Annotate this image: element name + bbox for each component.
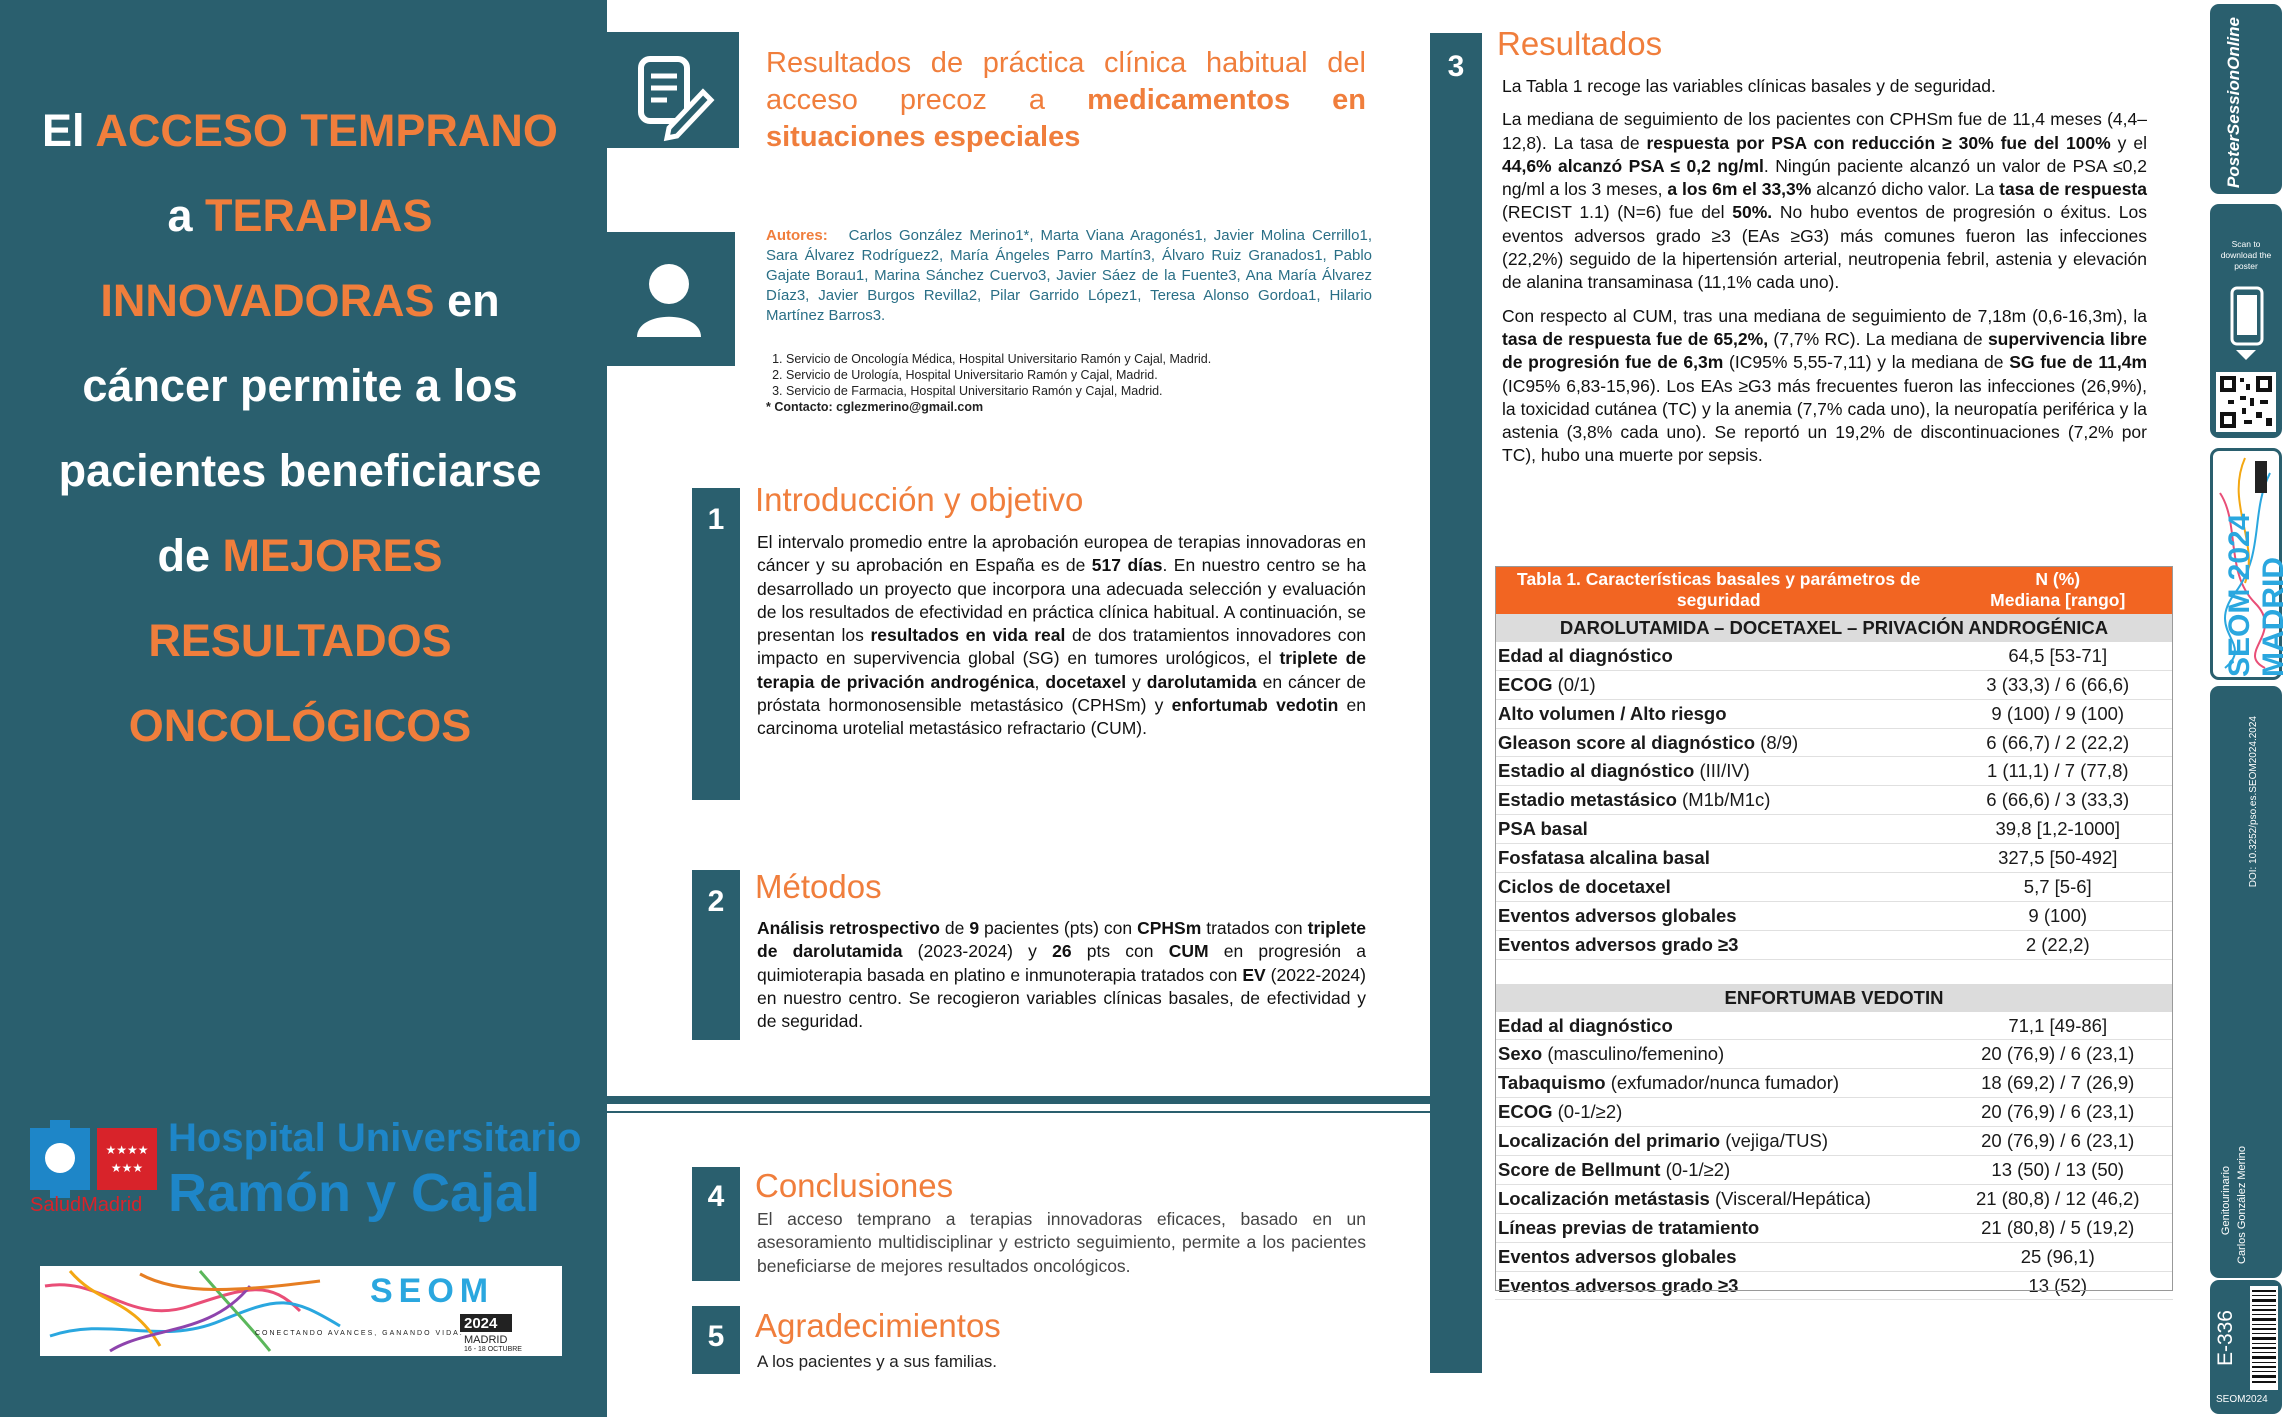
table-band-enfortumab-label: ENFORTUMAB VEDOTIN — [1495, 984, 2173, 1012]
seom-year: 2024 — [464, 1315, 498, 1332]
row-label-note: (vejiga/TUS) — [1720, 1130, 1829, 1152]
results-paragraph-1: La Tabla 1 recoge las variables clínicas basales y de seguridad. — [1502, 76, 1996, 96]
row-label-bold: Fosfatasa alcalina basal — [1498, 847, 1710, 869]
salud-madrid-label: SaludMadrid — [30, 1194, 143, 1216]
hospital-logo — [25, 1118, 590, 1228]
row-label — [1495, 1012, 1942, 1040]
row-label-note: (0-1/≥2) — [1552, 1101, 1623, 1123]
document-edit-icon — [607, 32, 739, 148]
poster-title: Resultados de práctica clínica habitual del acceso precoz a medicamentos en situaciones especiales — [766, 47, 1366, 153]
table-row — [1495, 757, 2173, 786]
row-value: 6 (66,7) / 2 (22,2) — [1942, 728, 2173, 757]
row-label-bold: Gleason score al diagnóstico — [1498, 731, 1756, 753]
row-label-bold: Eventos adversos globales — [1498, 904, 1737, 926]
seom-slogan: CONECTANDO AVANCES, GANANDO VIDA. — [255, 1330, 464, 1337]
row-value: 2 (22,2) — [1942, 930, 2173, 959]
row-label — [1495, 670, 1942, 699]
affiliation-item: 1. Servicio de Oncología Médica, Hospital Universitario Ramón y Cajal, Madrid. — [786, 351, 1366, 367]
row-label — [1495, 728, 1942, 757]
table-row — [1495, 901, 2173, 930]
table-row — [1495, 1069, 2173, 1098]
row-label-bold: Eventos adversos grado ≥3 — [1498, 933, 1739, 955]
event-code-label: SEOM2024 — [2216, 1394, 2268, 1405]
methods-text: Análisis retrospectivo de 9 pacientes (pts) con CPHSm tratados con triplete de darolutamida (2023-2024) y 26 pts con CUM en progresión a quimioterapia basada en platino e inmunoterapia tratados con EV (2022-2024) en nuestro centro. Se recogieron variables clínicas basales, de efectividad y de seguridad. — [757, 918, 1366, 1032]
row-label — [1495, 815, 1942, 844]
row-value: 39,8 [1,2-1000] — [1942, 815, 2173, 844]
table-row — [1495, 1098, 2173, 1127]
row-value: 25 (96,1) — [1942, 1242, 2173, 1271]
table-row — [1495, 1213, 2173, 1242]
seom-event-tab — [2210, 448, 2290, 680]
row-value: 71,1 [49-86] — [1942, 1012, 2173, 1040]
section-1-number: 1 — [707, 503, 725, 536]
row-value: 13 (50) / 13 (50) — [1942, 1156, 2173, 1185]
row-label-note: (exfumador/nunca fumador) — [1605, 1072, 1840, 1094]
row-value: 21 (80,8) / 5 (19,2) — [1942, 1213, 2173, 1242]
row-label — [1495, 844, 1942, 873]
poster-code-tab — [2210, 1280, 2282, 1414]
row-label — [1495, 1040, 1942, 1069]
table-row — [1495, 930, 2173, 959]
results-text — [1502, 75, 2147, 478]
row-label — [1495, 1069, 1942, 1098]
authors: Autores: Carlos González Merino1*, Marta Viana Aragonés1, Javier Molina Cerrillo1, Sara Álvarez Rodríguez2, María Ángeles Parro Martín3, Álvaro Ruiz Granados1, Pablo Gajate Borau1, Marina Sánchez Cuervo3, Javier Sáez de la Fuente3, Ana María Álvarez Díaz3, Javier Burgos Revilla2, Pilar Garrido López1, Teresa Alonso Gordoa1, Hilario Martínez Barros3. — [766, 227, 1372, 324]
row-label — [1495, 1098, 1942, 1127]
row-label-bold: Líneas previas de tratamiento — [1498, 1216, 1760, 1238]
scan-label: Scan to download the poster — [2220, 239, 2272, 271]
table-row — [1495, 1127, 2173, 1156]
row-label — [1495, 786, 1942, 815]
row-value: 5,7 [5-6] — [1942, 873, 2173, 902]
seom-brand: SEOM — [370, 1272, 495, 1310]
section-divider-thin — [607, 1111, 1430, 1113]
table-row — [1495, 1012, 2173, 1040]
row-label-bold: Edad al diagnóstico — [1498, 1014, 1673, 1036]
table-band-darolutamida-label: DAROLUTAMIDA – DOCETAXEL – PRIVACIÓN ANDROGÉNICA — [1495, 614, 2173, 642]
row-value: 6 (66,6) / 3 (33,3) — [1942, 786, 2173, 815]
row-value: 20 (76,9) / 6 (23,1) — [1942, 1098, 2173, 1127]
contact-email: * Contacto: cglezmerino@gmail.com — [766, 400, 984, 414]
row-label — [1495, 873, 1942, 902]
conclusions-text: El acceso temprano a terapias innovadoras eficaces, basado en un asesoramiento multidisciplinar y estricto seguimiento, permite a los pacientes beneficiarse de mejores resultados oncológicos. — [757, 1209, 1366, 1276]
barcode-icon — [2250, 1286, 2278, 1390]
table-row — [1495, 699, 2173, 728]
table-row — [1495, 1184, 2173, 1213]
table-band-enfortumab — [1495, 984, 2173, 1012]
row-label — [1495, 1271, 1942, 1300]
authors-list: Carlos González Merino1*, Marta Viana Aragonés1, Javier Molina Cerrillo1, Sara Álvarez Rodríguez2, María Ángeles Parro Martín3, Álvaro Ruiz Granados1, Pablo Gajate Borau1, Marina Sánchez Cuervo3, Javier Sáez de la Fuente3, Ana María Álvarez Díaz3, Javier Burgos Revilla2, Pilar Garrido López1, Teresa Alonso Gordoa1, Hilario Martínez Barros3. — [766, 227, 1372, 324]
section-1-title: Introducción y objetivo — [755, 481, 1084, 518]
section-5-number: 5 — [707, 1320, 725, 1353]
row-label-note: (0/1) — [1552, 673, 1596, 695]
row-label — [1495, 901, 1942, 930]
row-label-bold: Eventos adversos grado ≥3 — [1498, 1274, 1739, 1296]
row-label — [1495, 1156, 1942, 1185]
row-label-note: (masculino/femenino) — [1542, 1043, 1725, 1065]
col-header-median: Mediana [rango] — [1990, 590, 2126, 610]
table-row — [1495, 815, 2173, 844]
table-row — [1495, 642, 2173, 670]
row-value: 13 (52) — [1942, 1271, 2173, 1300]
row-label-note: (Visceral/Hepática) — [1709, 1187, 1871, 1209]
section-2-title: Métodos — [755, 868, 882, 905]
ack-text: A los pacientes y a sus familias. — [757, 1352, 998, 1371]
user-icon — [607, 232, 735, 366]
table-row — [1495, 670, 2173, 699]
table-col-header — [1942, 566, 2173, 614]
section-2-number: 2 — [707, 885, 725, 918]
authors-label: Autores — [766, 227, 823, 244]
section-3-title: Resultados — [1497, 25, 1663, 62]
pso-brand-tab[interactable] — [2210, 4, 2282, 194]
poster-code-label: E-336 — [2214, 1310, 2237, 1367]
row-label-note: (M1b/M1c) — [1676, 789, 1771, 811]
results-paragraph-2: La mediana de seguimiento de los pacientes con CPHSm fue de 11,4 meses (4,4–12,8). La tasa de respuesta por PSA con reducción ≥ 30% fue del 100% y el 44,6% alcanzó PSA ≤ 0,2 ng/ml. Ningún paciente alcanzó un valor de PSA ≤0,2 ng/ml a los 3 meses, a los 6m el 33,3% alcanzó dicho valor. La tasa de respuesta (RECIST 1.1) (N=6) fue del 50%. No hubo eventos de progresión o éxitus. Los eventos adversos grado ≥3 (EAs ≥G3) más comunes fueron las infecciones (22,2%) seguido de la hipertensión arterial, neutropenia febril, astenia y elevación de alanina transaminasa (11,1% cada uno). — [1502, 109, 2148, 293]
table-row — [1495, 873, 2173, 902]
affiliations — [766, 351, 1366, 415]
affiliation-item: 2. Servicio de Urología, Hospital Universitario Ramón y Cajal, Madrid. — [786, 367, 1366, 383]
row-label — [1495, 699, 1942, 728]
seom-logo — [40, 1266, 562, 1356]
row-label-bold: Estadio al diagnóstico — [1498, 760, 1695, 782]
table-row — [1495, 728, 2173, 757]
title-icon-tab — [607, 32, 739, 148]
table-band-darolutamida — [1495, 614, 2173, 642]
row-label-bold: Estadio metastásico — [1498, 789, 1677, 811]
pso-brand-label: PosterSessionOnline — [2224, 17, 2243, 188]
col-header-n: N (%) — [2035, 569, 2081, 589]
table-spacer-row — [1495, 959, 2173, 984]
row-label-note: (III/IV) — [1694, 760, 1750, 782]
hospital-name-line1: Hospital Universitario — [168, 1116, 582, 1160]
row-label-bold: Localización del primario — [1498, 1130, 1721, 1152]
row-label — [1495, 1127, 1942, 1156]
row-value: 18 (69,2) / 7 (26,9) — [1942, 1069, 2173, 1098]
row-label — [1495, 1242, 1942, 1271]
affiliation-item: 3. Servicio de Farmacia, Hospital Universitario Ramón y Cajal, Madrid. — [786, 383, 1366, 399]
section-3-number: 3 — [1447, 50, 1465, 83]
seom-event-label: SEOM 2024 MADRID — [2223, 513, 2290, 677]
row-value: 3 (33,3) / 6 (66,6) — [1942, 670, 2173, 699]
seom-dates: 16 - 18 OCTUBRE — [464, 1346, 522, 1353]
table-row — [1495, 1156, 2173, 1185]
row-label-note: (8/9) — [1755, 731, 1799, 753]
row-label-bold: Sexo — [1498, 1043, 1543, 1065]
intro-text: El intervalo promedio entre la aprobación europea de terapias innovadoras en cáncer y su aprobación en España es de 517 días. En nuestro centro se ha desarrollado un proyecto que incorpora una adecuada selección y evaluación de los resultados de efectividad en práctica clínica habitual. A continuación, se presentan los resultados en vida real de dos tratamientos innovadores con impacto en supervivencia global (SG) en tumores urológicos, el triplete de terapia de privación androgénica, docetaxel y darolutamida en cáncer de próstata hormonosensible metastásico (CPHSm) y enfortumab vedotin en carcinoma urotelial metastásico refractario (CUM). — [757, 532, 1367, 739]
row-label — [1495, 1213, 1942, 1242]
row-label — [1495, 1184, 1942, 1213]
row-label — [1495, 642, 1942, 670]
row-label-bold: Ciclos de docetaxel — [1498, 875, 1671, 897]
poster-info-tab — [2210, 686, 2282, 1278]
hospital-name-line2: Ramón y Cajal — [168, 1163, 541, 1223]
seom-city: MADRID — [464, 1334, 508, 1346]
scan-download-tab[interactable] — [2210, 204, 2282, 438]
headline: El ACCESO TEMPRANO a TERAPIAS INNOVADORAS en cáncer permite a los pacientes beneficiarse de MEJORES RESULTADOS ONCOLÓGICOS — [42, 105, 558, 751]
section-3-bar — [1430, 33, 1482, 1373]
author-label: Carlos González Merino — [2236, 1146, 2248, 1264]
row-value: 9 (100) — [1942, 901, 2173, 930]
qr-code-icon[interactable] — [2216, 372, 2276, 432]
row-value: 20 (76,9) / 6 (23,1) — [1942, 1040, 2173, 1069]
row-value: 64,5 [53-71] — [1942, 642, 2173, 670]
svg-text:★★★: ★★★ — [110, 1161, 144, 1175]
row-label-bold: ECOG — [1498, 673, 1553, 695]
row-label-bold: ECOG — [1498, 1101, 1553, 1123]
row-label — [1495, 757, 1942, 786]
smartphone-icon — [2230, 286, 2264, 346]
table-row — [1495, 1040, 2173, 1069]
arrow-down-icon — [2236, 350, 2256, 362]
row-label-bold: Tabaquismo — [1498, 1072, 1606, 1094]
row-value: 9 (100) / 9 (100) — [1942, 699, 2173, 728]
row-value: 1 (11,1) / 7 (77,8) — [1942, 757, 2173, 786]
section-5-title: Agradecimientos — [755, 1307, 1001, 1344]
svg-text:★★★★: ★★★★ — [105, 1143, 149, 1157]
table-row — [1495, 844, 2173, 873]
row-label-bold: Edad al diagnóstico — [1498, 644, 1673, 666]
section-divider — [607, 1096, 1430, 1104]
category-label: Genitourinario — [2220, 1166, 2232, 1236]
row-label-bold: Score de Bellmunt — [1498, 1158, 1661, 1180]
table-1 — [1495, 566, 2173, 1300]
authors-icon-tab — [607, 232, 735, 366]
row-value: 20 (76,9) / 6 (23,1) — [1942, 1127, 2173, 1156]
row-value: 21 (80,8) / 12 (46,2) — [1942, 1184, 2173, 1213]
row-label-note: (0-1/≥2) — [1660, 1158, 1731, 1180]
section-4-title: Conclusiones — [755, 1167, 954, 1204]
row-label-bold: Localización metástasis — [1498, 1187, 1710, 1209]
table-row — [1495, 1242, 2173, 1271]
table-row — [1495, 1271, 2173, 1300]
table-caption: Tabla 1. Características basales y parámetros de seguridad — [1495, 566, 1942, 614]
row-label-bold: Alto volumen / Alto riesgo — [1498, 702, 1727, 724]
section-4-number: 4 — [707, 1180, 725, 1213]
row-label-bold: Eventos adversos globales — [1498, 1245, 1737, 1267]
table-header-row — [1495, 566, 2173, 614]
row-label-bold: PSA basal — [1498, 818, 1588, 840]
row-value: 327,5 [50-492] — [1942, 844, 2173, 873]
row-label — [1495, 930, 1942, 959]
doi-label: DOI: 10.3252/pso.es.SEOM2024.2024 — [2248, 716, 2259, 888]
table-row — [1495, 786, 2173, 815]
results-paragraph-3: Con respecto al CUM, tras una mediana de seguimiento de 7,18m (0,6-16,3m), la tasa de respuesta fue de 65,2%, (7,7% RC). La mediana de supervivencia libre de progresión fue de 6,3m (IC95% 5,55-7,11) y la mediana de SG fue de 11,4m (IC95% 6,83-15,96). Los EAs ≥G3 más frecuentes fueron las infecciones (26,9%), la toxicidad cutánea (TC) y la anemia (7,7% cada uno), la neuropatía periférica y la astenia (3,8% cada uno). Se reportó un 19,2% de discontinuaciones (7,2% por TC), hubo una muerte por sepsis. — [1502, 305, 2147, 466]
